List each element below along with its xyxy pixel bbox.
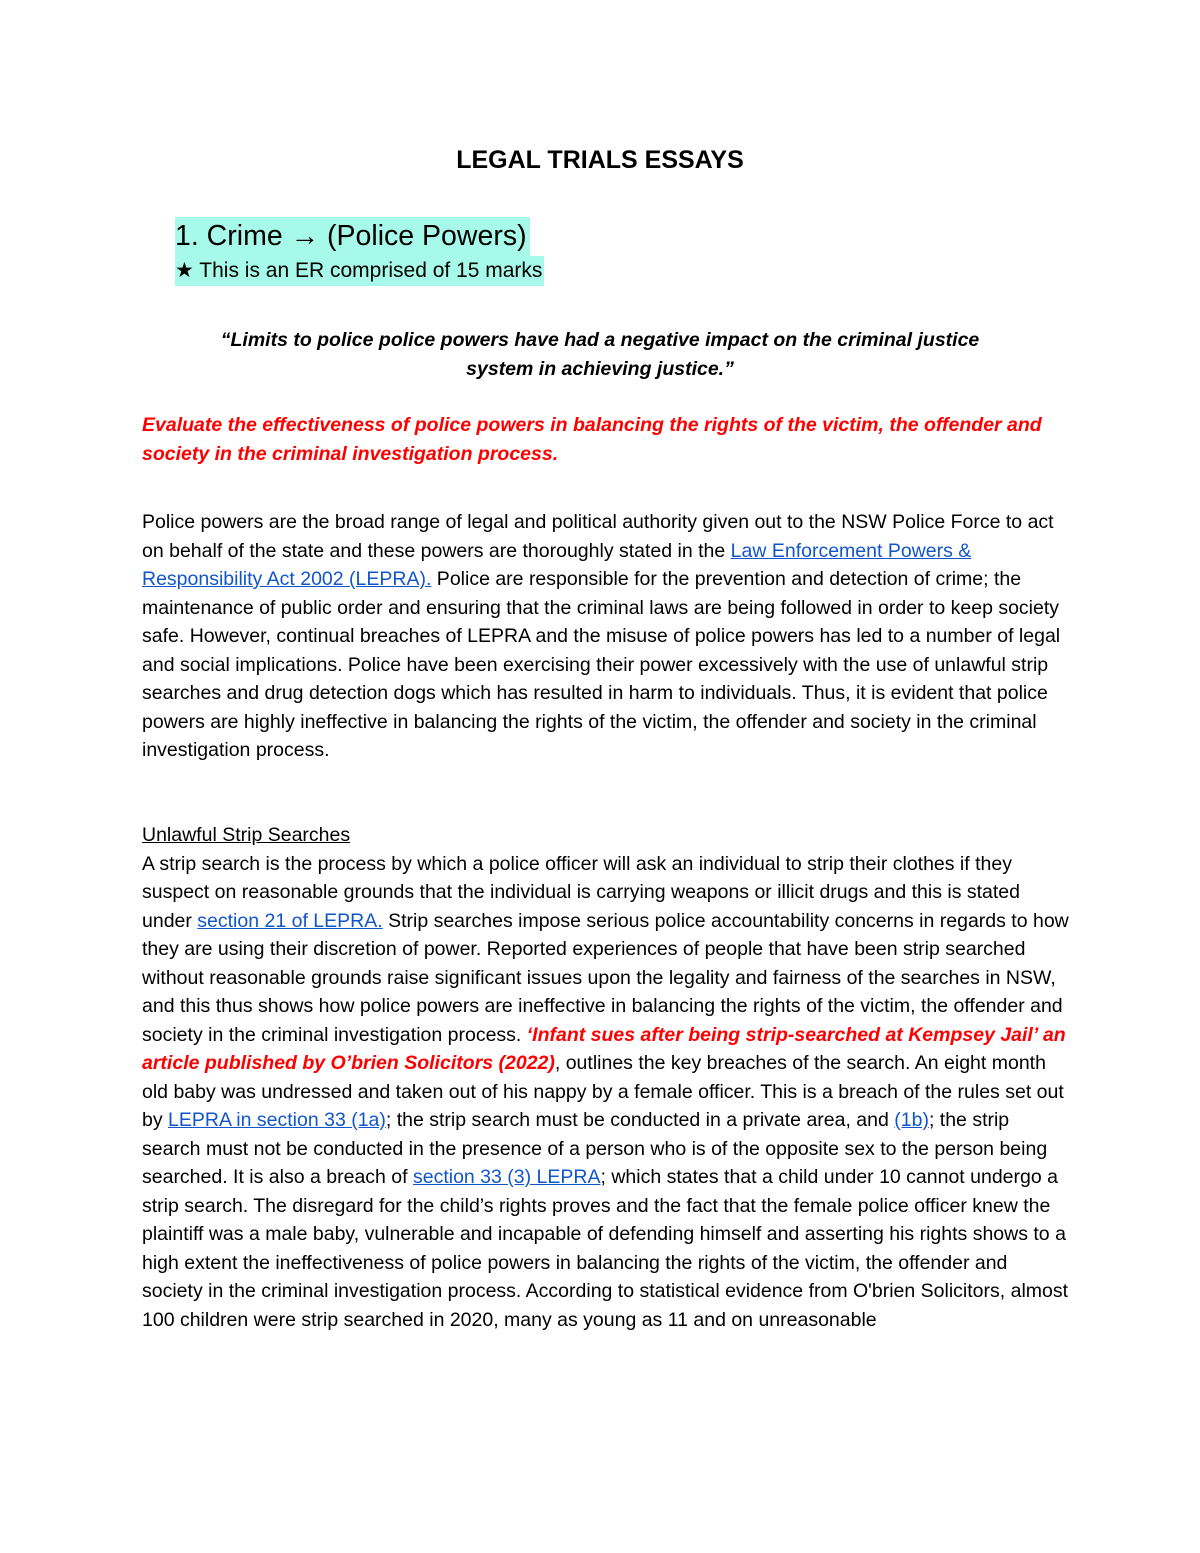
intro-paragraph xyxy=(142,508,1072,765)
strip-searches-paragraph xyxy=(142,850,1072,1335)
section-33-3-link[interactable]: section 33 (3) LEPRA xyxy=(412,1166,601,1188)
quote-line-1: “Limits to police police powers have had a negative impact on the criminal justice xyxy=(220,329,980,351)
marks-line xyxy=(175,256,544,286)
section-heading: Unlawful Strip Searches xyxy=(142,824,351,846)
question-heading-block xyxy=(175,217,544,286)
strip-text-5: ; the strip search must not be conducted in the presence of a person who is of the opposite sex to the person being searched. It is also a breach of xyxy=(142,1109,1048,1188)
essay-prompt: Evaluate the effectiveness of police powers in balancing the rights of the victim, the offender and society in the criminal investigation process. xyxy=(142,414,1042,465)
strip-text-3: , outlines the key breaches of the search. An eight month old baby was undressed and taken out of his nappy by a female officer. This is a breach of the rules set out by xyxy=(142,1052,1064,1131)
intro-text-1: Police powers are the broad range of legal and political authority given out to the NSW Police Force to act on behalf of the state and these powers are thoroughly stated in the xyxy=(142,511,1054,562)
strip-text-2: Strip searches impose serious police accountability concerns in regards to how they are using their discretion of power. Reported experiences of people that have been strip searched without reasonable grounds raise significant issues upon the legality and fairness of the searches in NSW, and this thus shows how police powers are ineffective in balancing the rights of the victim, the offender and society in the criminal investigation process. xyxy=(142,909,1069,1046)
question-heading: 1. Crime → (Police Powers) xyxy=(175,217,530,256)
strip-searches-section xyxy=(142,821,1072,1334)
lepra-act-link[interactable]: Law Enforcement Powers & Responsibility Act 2002 (LEPRA). xyxy=(142,539,972,590)
intro-text-2: Police are responsible for the prevention and detection of crime; the maintenance of public order and ensuring that the criminal laws are being followed in order to keep society safe. However, continual breaches of LEPRA and the misuse of police powers has led to a number of legal and social implications. Police have been exercising their power excessively with the use of unlawful strip searches and drug detection dogs which has resulted in harm to individuals. Thus, it is evident that police powers are highly ineffective in balancing the rights of the victim, the offender and society in the criminal investigation process. xyxy=(142,568,1061,761)
strip-text-1: A strip search is the process by which a police officer will ask an individual to strip their clothes if they suspect on reasonable grounds that the individual is carrying weapons or illicit drugs and this is stated under xyxy=(142,852,1020,932)
strip-text-6: ; which states that a child under 10 cannot undergo a strip search. The disregard for the child’s rights proves and the fact that the female police officer knew the plaintiff was a male baby, vulnerable and incapable of defending himself and asserting his rights shows to a high extent the ineffectiveness of police powers in balancing the rights of the victim, the offender and society in the criminal investigation process. According to statistical evidence from O'brien Solicitors, almost 100 children were strip searched in 2020, many as young as 11 and on unreasonable xyxy=(142,1166,1069,1331)
star-icon: ★ xyxy=(175,259,194,282)
document-title: LEGAL TRIALS ESSAYS xyxy=(456,146,744,174)
essay-quote xyxy=(142,326,1058,383)
section-21-link[interactable]: section 21 of LEPRA. xyxy=(197,909,383,932)
quote-line-2: system in achieving justice.” xyxy=(466,357,734,380)
section-1b-link[interactable]: (1b) xyxy=(894,1109,929,1131)
section-33-1a-link[interactable]: LEPRA in section 33 (1a) xyxy=(168,1109,386,1131)
strip-text-4: ; the strip search must be conducted in a private area, and xyxy=(385,1109,895,1131)
article-citation: ‘Infant sues after being strip-searched at Kempsey Jail’ an article published by O’brien Solicitors (2022) xyxy=(142,1023,1066,1074)
marks-text: This is an ER comprised of 15 marks xyxy=(199,259,543,282)
